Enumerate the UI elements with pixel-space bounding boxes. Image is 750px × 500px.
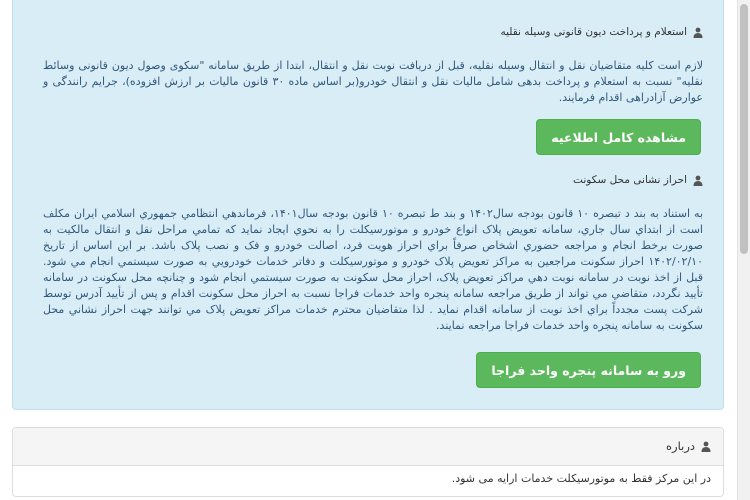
inquiry-heading xyxy=(500,26,703,38)
user-icon xyxy=(693,27,703,38)
about-panel xyxy=(12,427,724,497)
user-icon xyxy=(693,175,703,186)
user-icon xyxy=(701,441,711,452)
inquiry-heading-text: استعلام و پرداخت دیون قانونی وسیله نقلیه xyxy=(500,26,687,38)
vertical-scrollbar[interactable] xyxy=(737,0,750,500)
residence-paragraph: به استناد به بند د تبصره ۱۰ قانون بودجه سال۱۴۰۲ و بند ط تبصره ۱۰ قانون بودجه سال۱۴۰۱، فرماندهي انتظامي جمهوري اسلامي ايران مکلف است از ابتداي سال جاري، سامانه تعويض پلاک انواع خودرو و موتورسيکلت را به نحوي ايجاد نمايد که تمامي مراحل نقل و انتقال مالکيت به صورت برخط انجام و مراجعه حضوري اشخاص صرفاً براي احراز هويت فرد، اصالت خودرو و فک و نصب پلاک باشد. بر اين اساس از تاريخ ۱۴۰۲/۰۲/۱۰ احراز سکونت مراجعين به مراکز تعويض پلاک خودرو و موتورسيکلت و دفاتر خدمات خودرويي به صورت سيستمي انجام مي شود. قبل از اخذ نوبت در سامانه نوبت دهي مراکز تعويض پلاک، احراز محل سکونت به صورت سيستمي انجام شود و چنانچه محل سکونت در سامانه تأييد نگردد، متقاضي مي تواند از طريق مراجعه سامانه پنجره واحد خدمات فراجا نسبت به احراز محل سکونت اقدام و پس از تأييد آدرس توسط شرکت پست مجدداً براي اخذ نوبت از سامانه اقدام نمايد . لذا متقاضيان محترم خدمات مراکز تعويض پلاک مي توانند جهت احراز نشاني محل سکونت به سامانه پنجره واحد خدمات فراجا مراجعه نمايند. xyxy=(43,207,704,332)
about-text: در این مرکز فقط به موتورسیکلت خدمات ارایه می شود. xyxy=(451,472,711,485)
view-full-notice-button[interactable]: مشاهده کامل اطلاعیه xyxy=(536,119,701,155)
about-heading xyxy=(666,439,711,453)
info-panel xyxy=(12,0,724,410)
inquiry-paragraph: لازم است کلیه متقاضیان نقل و انتقال وسیله نقلیه، قبل از دریافت نوبت نقل و انتقال، ابتدا از طریق سامانه "سکوی وصول دیون قانونی وسائط نقلیه" نسبت به استعلام و پرداخت بدهی شامل مالیات نقل و انتقال خودرو(بر اساس ماده ۳۰ قانون مالیات بر ارزش افزوده)، جرایم رانندگی و عوارض آزادراهی اقدام فرمایند. xyxy=(43,59,703,104)
scrollbar-thumb[interactable] xyxy=(740,4,748,254)
about-header xyxy=(13,428,723,466)
residence-heading-text: احراز نشانی محل سکونت xyxy=(573,174,687,186)
enter-faraja-portal-button[interactable]: ورو به سامانه پنجره واحد فراجا xyxy=(476,352,701,388)
about-heading-text: درباره xyxy=(666,439,695,453)
residence-heading xyxy=(573,174,703,186)
